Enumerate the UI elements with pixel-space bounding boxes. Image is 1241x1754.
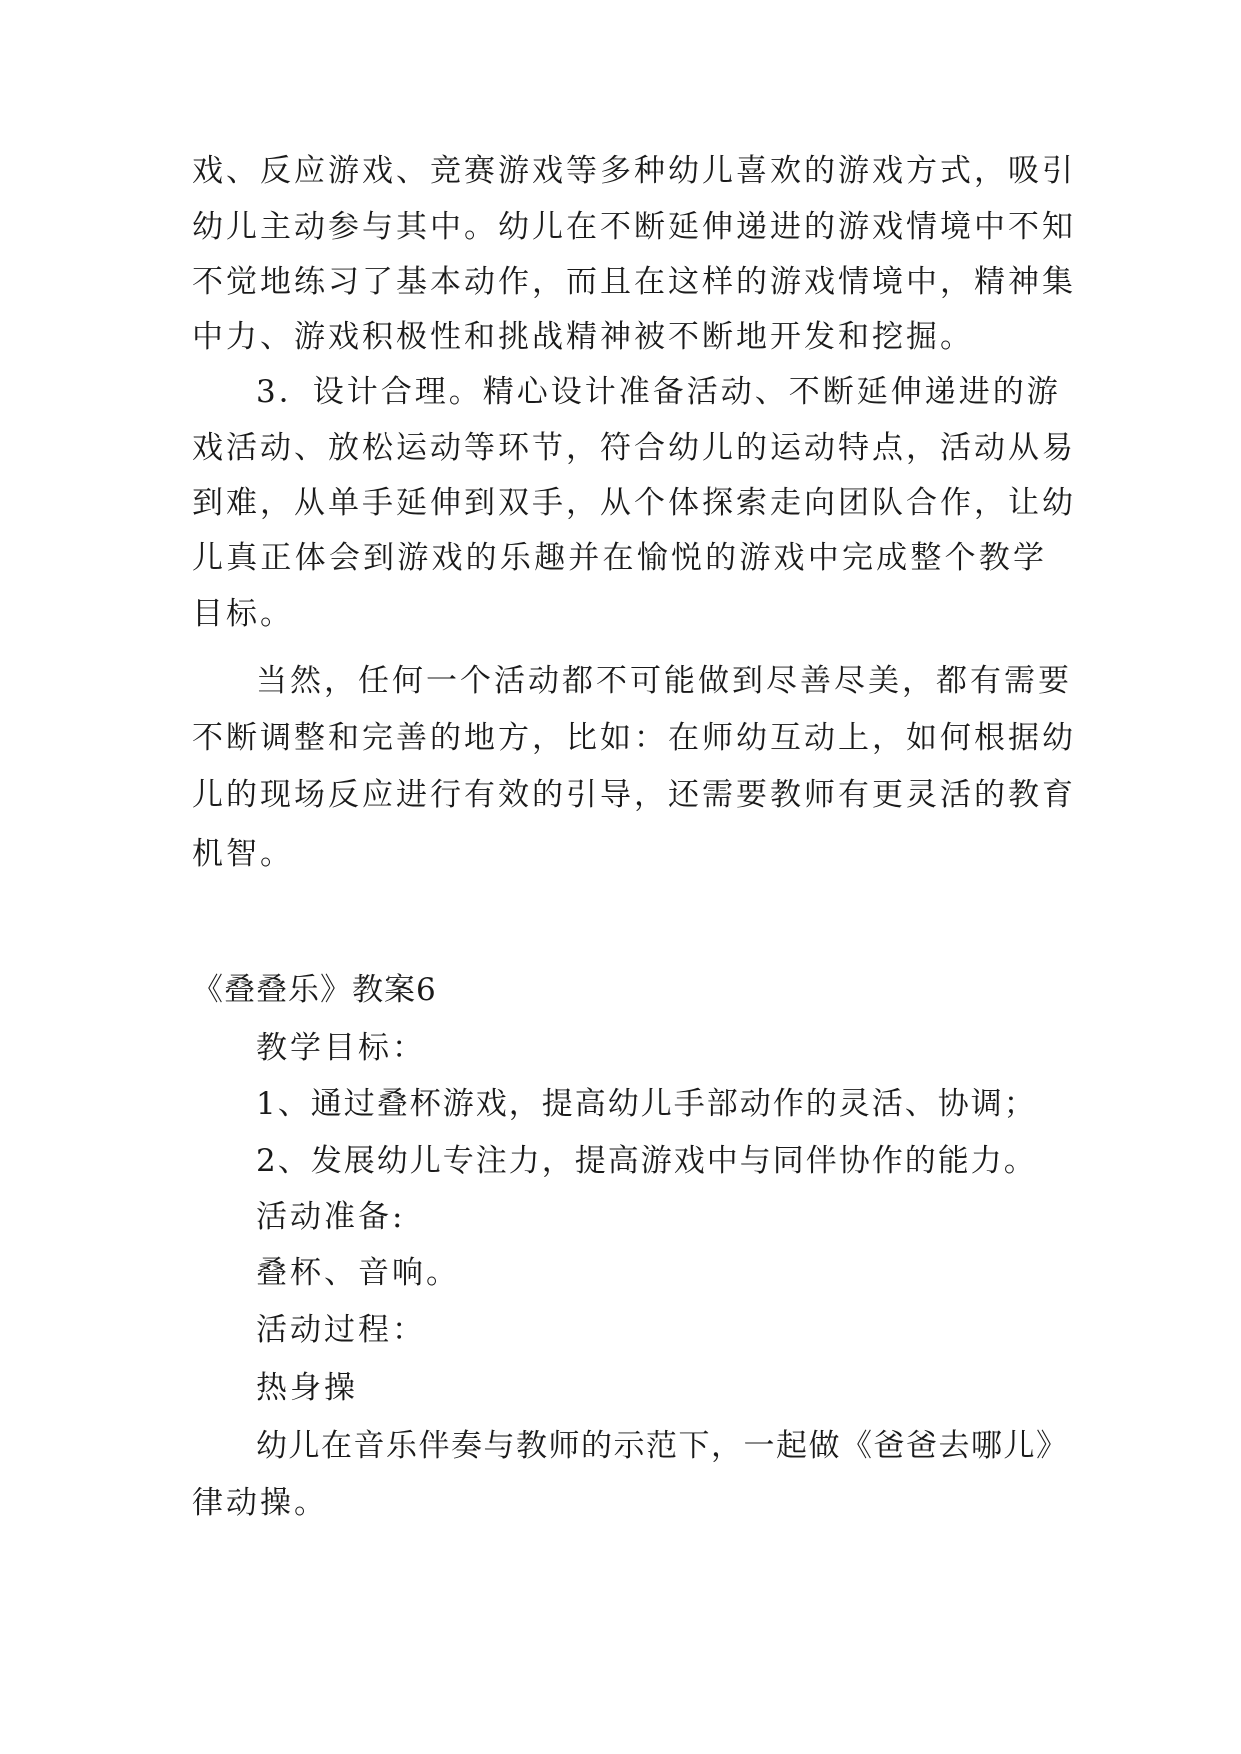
lesson-title: 《叠叠乐》教案6 (192, 972, 437, 1008)
paragraph-line: 到难，从单手延伸到双手，从个体探索走向团队合作，让幼 (192, 485, 1076, 521)
paragraph-line: 目标。 (192, 596, 294, 632)
paragraph-line: 机智。 (192, 836, 294, 872)
paragraph-line: 当然，任何一个活动都不可能做到尽善尽美，都有需要 (256, 663, 1072, 699)
paragraph-line: 幼儿主动参与其中。幼儿在不断延伸递进的游戏情境中不知 (192, 209, 1076, 245)
paragraph-line: 戏活动、放松运动等环节，符合幼儿的运动特点，活动从易 (192, 430, 1076, 466)
prep-items: 叠杯、音响。 (256, 1255, 460, 1291)
paragraph-line: 儿的现场反应进行有效的引导，还需要教师有更灵活的教育 (192, 777, 1076, 813)
paragraph-line: 律动操。 (192, 1485, 328, 1521)
paragraph-line: 3．设计合理。精心设计准备活动、不断延伸递进的游 (256, 374, 1061, 410)
goal-item: 2、发展幼儿专注力，提高游戏中与同伴协作的能力。 (256, 1143, 1037, 1179)
paragraph-line: 不觉地练习了基本动作，而且在这样的游戏情境中，精神集 (192, 264, 1076, 300)
warmup-heading: 热身操 (256, 1370, 358, 1406)
goals-heading: 教学目标： (256, 1030, 426, 1066)
paragraph-line: 不断调整和完善的地方，比如：在师幼互动上，如何根据幼 (192, 720, 1076, 756)
paragraph-line: 儿真正体会到游戏的乐趣并在愉悦的游戏中完成整个教学 (192, 540, 1047, 576)
paragraph-line: 中力、游戏积极性和挑战精神被不断地开发和挖掘。 (192, 319, 974, 355)
prep-heading: 活动准备: (256, 1199, 406, 1235)
goal-item: 1、通过叠杯游戏，提高幼儿手部动作的灵活、协调； (256, 1086, 1037, 1122)
process-heading: 活动过程： (256, 1312, 426, 1348)
paragraph-line: 幼儿在音乐伴奏与教师的示范下，一起做《爸爸去哪儿》 (256, 1428, 1069, 1464)
paragraph-line: 戏、反应游戏、竞赛游戏等多种幼儿喜欢的游戏方式，吸引 (192, 153, 1076, 189)
